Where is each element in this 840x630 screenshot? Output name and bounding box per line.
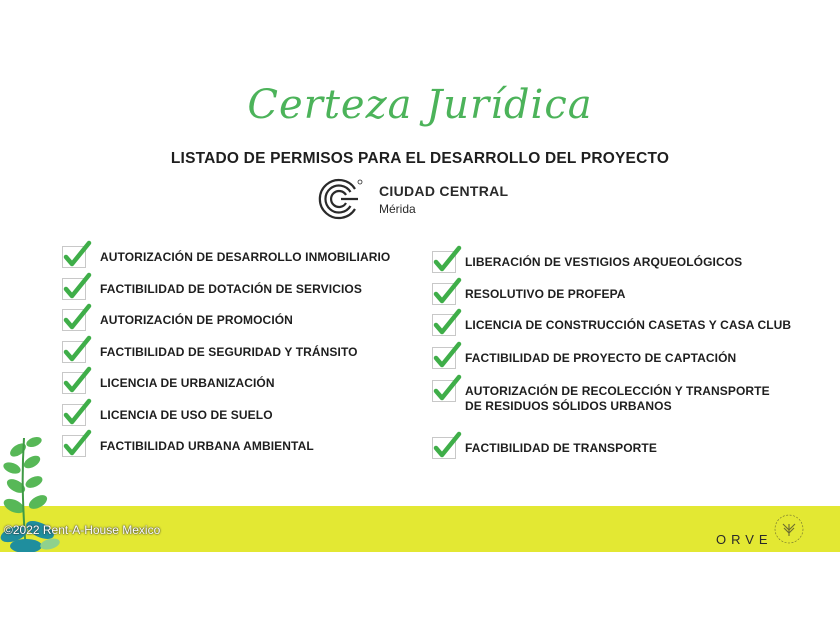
checkmark-icon bbox=[62, 335, 90, 365]
item-label: FACTIBILIDAD DE PROYECTO DE CAPTACIÓN bbox=[465, 351, 737, 365]
item-label: FACTIBILIDAD DE TRANSPORTE bbox=[465, 441, 657, 455]
brand-city: Mérida bbox=[379, 202, 416, 216]
checkmark-icon bbox=[62, 429, 90, 459]
checkmark-icon bbox=[432, 308, 460, 338]
page-title: Certeza Jurídica bbox=[247, 82, 593, 128]
checkmark-icon bbox=[62, 272, 90, 302]
item-label: LICENCIA DE URBANIZACIÓN bbox=[100, 376, 275, 390]
item-label: FACTIBILIDAD DE SEGURIDAD Y TRÁNSITO bbox=[100, 345, 358, 359]
checkmark-icon bbox=[62, 303, 90, 333]
item-label-line-1: AUTORIZACIÓN DE RECOLECCIÓN Y TRANSPORTE bbox=[465, 384, 770, 398]
orve-seal-icon bbox=[766, 509, 812, 549]
checkmark-icon bbox=[432, 431, 460, 461]
checkmark-icon bbox=[62, 398, 90, 428]
item-label: AUTORIZACIÓN DE PROMOCIÓN bbox=[100, 313, 293, 327]
checkmark-icon bbox=[432, 277, 460, 307]
item-label: LIBERACIÓN DE VESTIGIOS ARQUEOLÓGICOS bbox=[465, 255, 743, 269]
item-label: LICENCIA DE USO DE SUELO bbox=[100, 408, 273, 422]
brand-name: CIUDAD CENTRAL bbox=[379, 183, 509, 199]
copyright-watermark: ©2022 Rent-A-House Mexico bbox=[4, 523, 161, 537]
item-label bbox=[465, 384, 770, 414]
ciudad-central-logo-icon bbox=[318, 176, 364, 222]
item-label: AUTORIZACIÓN DE DESARROLLO INMOBILIARIO bbox=[100, 250, 391, 264]
item-label: LICENCIA DE CONSTRUCCIÓN CASETAS Y CASA CLUB bbox=[465, 318, 792, 332]
checkmark-icon bbox=[62, 240, 90, 270]
checkmark-icon bbox=[432, 341, 460, 371]
item-label: RESOLUTIVO DE PROFEPA bbox=[465, 287, 626, 301]
item-label: FACTIBILIDAD URBANA AMBIENTAL bbox=[100, 439, 314, 453]
checkmark-icon bbox=[62, 366, 90, 396]
item-label: FACTIBILIDAD DE DOTACIÓN DE SERVICIOS bbox=[100, 282, 362, 296]
orve-logo: ORVE bbox=[716, 532, 773, 547]
item-label-line-2: DE RESIDUOS SÓLIDOS URBANOS bbox=[465, 399, 672, 413]
page-subtitle: LISTADO DE PERMISOS PARA EL DESARROLLO DEL PROYECTO bbox=[170, 150, 670, 167]
checkmark-icon bbox=[432, 245, 460, 275]
checkmark-icon bbox=[432, 374, 460, 404]
